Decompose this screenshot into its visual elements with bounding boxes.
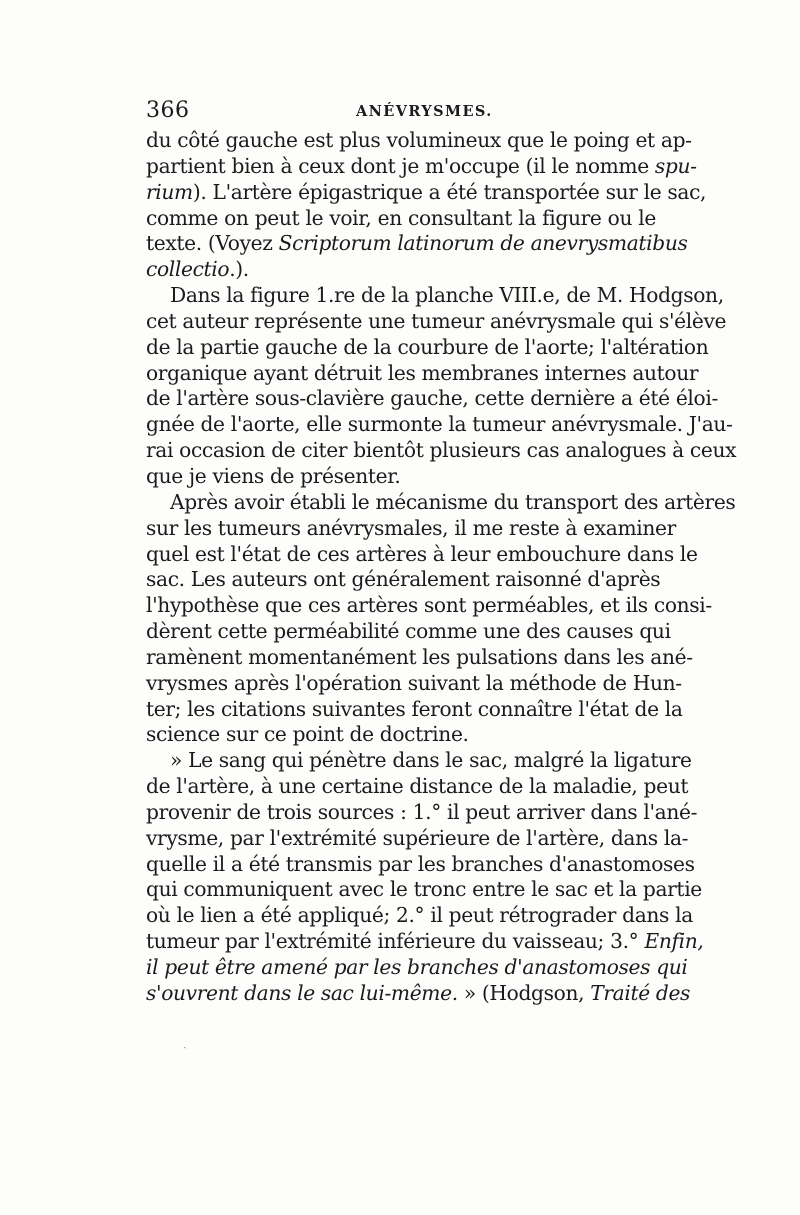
- text-span: texte. (Voyez: [146, 231, 279, 256]
- text-span: tumeur par l'extrémité inférieure du vaisseau; 3.°: [146, 929, 645, 954]
- italic-span: Enfin,: [644, 929, 704, 954]
- italic-span: rium: [146, 179, 193, 204]
- text-line: quelle il a été transmis par les branches d'anastomoses: [146, 851, 695, 876]
- text-line: organique ayant détruit les membranes internes autour: [146, 360, 699, 385]
- text-line: [146, 231, 688, 257]
- text-line: [146, 257, 656, 283]
- text-line: qui communiquent avec le tronc entre le sac et la partie: [146, 877, 702, 902]
- text-line: de l'artère, à une certaine distance de la maladie, peut: [146, 774, 689, 799]
- text-line: que je viens de présenter.: [146, 463, 401, 488]
- text-span: .).: [229, 257, 249, 282]
- running-title: ANÉVRYSMES.: [356, 103, 493, 120]
- text-line: l'hypothèse que ces artères sont perméables, et ils consi-: [146, 593, 712, 618]
- paragraph-start-line: » Le sang qui pénètre dans le sac, malgré la ligature: [170, 748, 692, 773]
- paragraph-start-line: Dans la figure 1.re de la planche VIII.e, de M. Hodgson,: [170, 283, 724, 308]
- text-span: » (Hodgson,: [457, 980, 591, 1005]
- text-line: vrysme, par l'extrémité supérieure de l'artère, dans la-: [146, 825, 689, 850]
- italic-span: Traité des: [590, 980, 691, 1005]
- text-line: de l'artère sous-clavière gauche, cette dernière a été éloi-: [146, 386, 718, 411]
- print-speck: ˏ: [183, 1036, 187, 1049]
- text-line: dèrent cette perméabilité comme une des causes qui: [146, 619, 671, 644]
- italic-span: collectio: [146, 257, 230, 282]
- paragraph-start-line: Après avoir établi le mécanisme du transport des artères: [170, 489, 736, 514]
- italic-line: il peut être amené par les branches d'anastomoses qui: [146, 955, 688, 979]
- text-line: [146, 153, 697, 180]
- text-line: ramènent momentanément les pulsations dans les ané-: [146, 644, 693, 669]
- text-line: gnée de l'aorte, elle surmonte la tumeur anévrysmale. J'au-: [146, 412, 733, 437]
- text-line: où le lien a été appliqué; 2.° il peut rétrograder dans la: [146, 903, 693, 928]
- text-line: de la partie gauche de la courbure de l'aorte; l'altération: [146, 334, 709, 359]
- text-line: science sur ce point de doctrine.: [146, 722, 469, 747]
- text-line: rai occasion de citer bientôt plusieurs cas analogues à ceux: [146, 438, 737, 463]
- text-line: [146, 929, 704, 955]
- text-line: comme on peut le voir, en consultant la figure ou le: [146, 205, 656, 230]
- body-text: [146, 128, 737, 1007]
- italic-span: Scriptorum latinorum de anevrysmatibus: [278, 231, 688, 256]
- text-line: quel est l'état de ces artères à leur embouchure dans le: [146, 541, 698, 566]
- text-line: ter; les citations suivantes feront connaître l'état de la: [146, 696, 683, 721]
- text-span: ). L'artère épigastrique a été transportée sur le sac,: [192, 179, 707, 204]
- text-line: cet auteur représente une tumeur anévrysmale qui s'élève: [146, 308, 727, 333]
- text-line: du côté gauche est plus volumineux que le poing et ap-: [146, 128, 692, 152]
- page-number: 366: [146, 98, 190, 123]
- text-line: [146, 980, 691, 1007]
- text-line: [146, 179, 707, 206]
- italic-span: spu-: [654, 153, 697, 178]
- running-head: [146, 96, 656, 126]
- text-span: partient bien à ceux dont je m'occupe (il le nomme: [146, 153, 655, 178]
- text-line: vrysmes après l'opération suivant la méthode de Hun-: [146, 670, 682, 695]
- text-line: sur les tumeurs anévrysmales, il me reste à examiner: [146, 515, 676, 540]
- text-line: sac. Les auteurs ont généralement raisonné d'après: [146, 567, 661, 592]
- italic-span: s'ouvrent dans le sac lui-même.: [146, 980, 458, 1005]
- text-line: provenir de trois sources : 1.° il peut arriver dans l'ané-: [146, 799, 698, 824]
